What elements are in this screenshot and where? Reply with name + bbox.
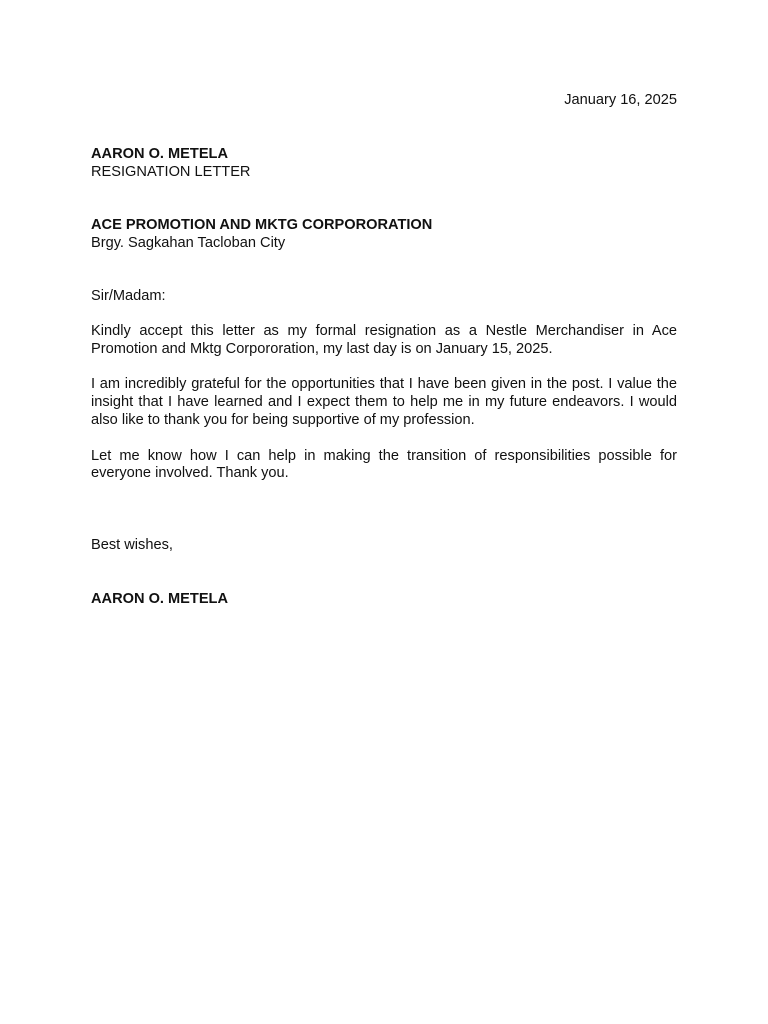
letter-date: January 16, 2025 [564,92,677,108]
paragraph-resignation: Kindly accept this letter as my formal resignation as a Nestle Merchandiser in Ace Promotion and Mktg Corpororation, my last day is on January 15, 2025. [91,323,677,357]
letter-subject: RESIGNATION LETTER [91,164,251,180]
letter-body [91,91,677,608]
paragraph-gratitude: I am incredibly grateful for the opportunities that I have been given in the post. I value the insight that I have learned and I expect them to help me in my future endeavors. I would also like to thank you for being supportive of my profession. [91,376,677,428]
recipient-address: Brgy. Sagkahan Tacloban City [91,235,286,251]
paragraph-transition: Let me know how I can help in making the transition of responsibilities possible for everyone involved. Thank you. [91,447,677,482]
sender-name: AARON O. METELA [91,146,229,162]
sender-block [91,145,677,181]
signature-name: AARON O. METELA [91,590,229,607]
recipient-company: ACE PROMOTION AND MKTG CORPORORATION [91,217,433,233]
salutation: Sir/Madam: [91,288,166,304]
recipient-block [91,216,677,252]
closing: Best wishes, [91,536,173,553]
